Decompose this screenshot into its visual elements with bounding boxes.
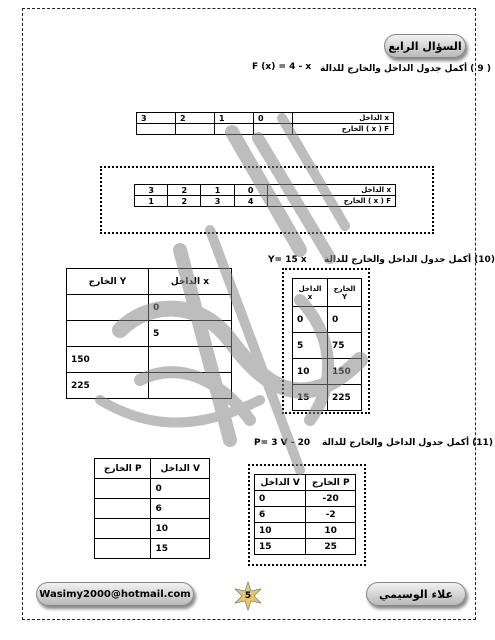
q10-ans-in: 10 — [293, 359, 328, 385]
q9-output-cell — [137, 124, 176, 135]
q9-function: F (x) = 4 - x — [252, 62, 312, 72]
footer-author: علاء الوسيمي — [366, 582, 466, 606]
q10-ans-col-in: الداخل x — [293, 279, 328, 307]
q9-answer-label-out: الخارج ( x ) F — [267, 196, 395, 207]
q9-label: ( 9 ) أكمل جدول الداخل والخارج للدالة — [320, 64, 491, 74]
q11-in-cell: 10 — [151, 519, 210, 539]
q10-in-cell — [148, 347, 231, 373]
q9-answer-input: 2 — [168, 185, 201, 196]
q9-answer-output: 3 — [201, 196, 234, 207]
q11-label: (11) أكمل جدول الداخل والخارج للدالة — [322, 438, 493, 448]
q10-ans-out: 225 — [328, 385, 362, 411]
q10-out-cell: 225 — [67, 373, 149, 399]
page-number: 5 — [244, 591, 252, 601]
q10-ans-out: 0 — [328, 307, 362, 333]
q9-answer-input: 3 — [135, 185, 168, 196]
q11-ans-out: -2 — [306, 507, 356, 523]
q11-in-cell: 15 — [151, 539, 210, 559]
q11-out-cell — [95, 499, 151, 519]
q10-col-out: الخارج Y — [67, 269, 149, 295]
q9-table — [136, 112, 394, 135]
q10-function: Y= 15 x — [268, 255, 307, 265]
q11-in-cell: 6 — [151, 499, 210, 519]
q9-input-cell: 3 — [137, 113, 176, 124]
q11-out-cell — [95, 519, 151, 539]
footer-email: Wasimy2000@hotmail.com — [36, 582, 194, 606]
q10-col-in: الداخل x — [148, 269, 231, 295]
section-title: السؤال الرابع — [384, 34, 466, 58]
q10-out-cell — [67, 321, 149, 347]
q9-answer-label-in: الداخل x — [267, 185, 395, 196]
q9-answer-input: 0 — [234, 185, 267, 196]
q9-input-cell: 2 — [176, 113, 215, 124]
q10-out-cell: 150 — [67, 347, 149, 373]
q11-col-in: الداخل V — [151, 459, 210, 479]
q9-output-cell — [176, 124, 215, 135]
q9-answer-input: 1 — [201, 185, 234, 196]
q11-ans-in: 6 — [255, 507, 306, 523]
q11-function: P= 3 V - 20 — [254, 438, 311, 448]
q10-in-cell — [148, 373, 231, 399]
q11-ans-in: 15 — [255, 539, 306, 555]
q11-out-cell — [95, 479, 151, 499]
q9-answer-output: 4 — [234, 196, 267, 207]
q11-ans-col-in: الداخل V — [255, 475, 306, 491]
q9-output-cell — [215, 124, 254, 135]
q10-table — [66, 268, 232, 399]
q11-ans-out: 10 — [306, 523, 356, 539]
q9-row-label-out: الخارج ( x ) F — [293, 124, 394, 135]
q10-in-cell: 5 — [148, 321, 231, 347]
q9-input-cell: 0 — [254, 113, 293, 124]
q10-answer-table — [292, 278, 362, 411]
q10-in-cell: 0 — [148, 295, 231, 321]
q10-ans-out: 150 — [328, 359, 362, 385]
q11-out-cell — [95, 539, 151, 559]
q11-ans-out: 25 — [306, 539, 356, 555]
q10-label: (10) أكمل جدول الداخل والخارج للدالة — [324, 255, 495, 265]
q9-answer-output: 1 — [135, 196, 168, 207]
q9-input-cell: 1 — [215, 113, 254, 124]
q11-ans-in: 0 — [255, 491, 306, 507]
q11-in-cell: 0 — [151, 479, 210, 499]
q10-ans-col-out: الخارج Y — [328, 279, 362, 307]
q11-ans-col-out: الخارج P — [306, 475, 356, 491]
q11-answer-table — [254, 474, 356, 555]
q10-ans-in: 5 — [293, 333, 328, 359]
q11-ans-in: 10 — [255, 523, 306, 539]
q11-col-out: الخارج P — [95, 459, 151, 479]
q9-row-label-in: الداخل x — [293, 113, 394, 124]
q10-ans-in: 0 — [293, 307, 328, 333]
q9-answer-table — [134, 184, 396, 207]
q10-ans-out: 75 — [328, 333, 362, 359]
q11-ans-out: -20 — [306, 491, 356, 507]
q9-output-cell — [254, 124, 293, 135]
q10-out-cell — [67, 295, 149, 321]
q10-ans-in: 15 — [293, 385, 328, 411]
q11-table — [94, 458, 210, 559]
q9-answer-output: 2 — [168, 196, 201, 207]
